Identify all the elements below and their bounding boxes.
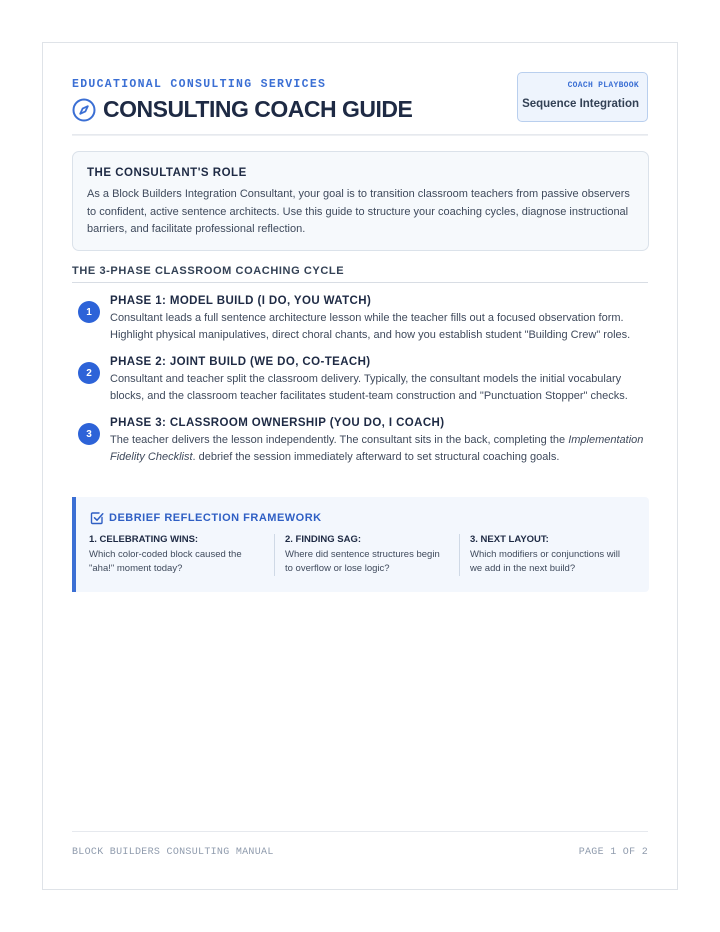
page-title: CONSULTING COACH GUIDE (103, 96, 413, 122)
checkbox-icon (90, 511, 104, 525)
phase-text-end: . debrief the session immediately afterward to set structural coaching goals. (192, 451, 560, 463)
debrief-column-text: Which color-coded block caused the "aha!" moment today? (89, 549, 242, 574)
role-title: THE CONSULTANT'S ROLE (87, 167, 247, 179)
cycle-section-divider (72, 282, 648, 283)
coach-playbook-badge (517, 72, 648, 122)
phase-text-start: The teacher delivers the lesson independently. The consultant sits in the back, completing the (110, 434, 569, 446)
debrief-columns (89, 534, 646, 576)
consultant-role-box (72, 151, 649, 251)
header-divider (72, 134, 648, 136)
debrief-title: DEBRIEF REFLECTION FRAMEWORK (109, 512, 322, 524)
compass-icon (72, 98, 96, 122)
debrief-column-next (459, 534, 644, 576)
debrief-column-title: 3. NEXT LAYOUT: (470, 534, 549, 545)
phase-title: PHASE 1: MODEL BUILD (I DO, YOU WATCH) (110, 295, 372, 307)
debrief-header (90, 511, 322, 525)
role-text: As a Block Builders Integration Consultant, your goal is to transition classroom teachers from passive observers to confident, active sentence architects. Use this guide to structure your coaching cycles, diagnose instructional barriers, and facilitate professional reflection. (87, 188, 630, 235)
page-number: PAGE 1 OF 2 (578, 847, 648, 858)
cycle-section-title: THE 3-PHASE CLASSROOM COACHING CYCLE (72, 265, 345, 277)
checklist-title: Implementation Fidelity Checklist (110, 434, 644, 463)
phase-body (110, 295, 655, 344)
phase-text (110, 432, 655, 466)
debrief-column-title: 2. FINDING SAG: (285, 534, 362, 545)
phase-title: PHASE 3: CLASSROOM OWNERSHIP (YOU DO, I COACH) (110, 417, 445, 429)
header-kicker: EDUCATIONAL CONSULTING SERVICES (72, 78, 327, 91)
phase-number-badge: 1 (78, 301, 100, 323)
debrief-column-text: Which modifiers or conjunctions will we add in the next build? (470, 549, 620, 574)
debrief-column-text: Where did sentence structures begin to overflow or lose logic? (285, 549, 440, 574)
debrief-column-sag (274, 534, 459, 576)
phase-body (110, 417, 655, 466)
debrief-column-wins (89, 534, 274, 576)
debrief-framework-box (72, 497, 649, 592)
phase-text: Consultant leads a full sentence architecture lesson while the teacher fills out a focused observation form. Highlight physical manipulatives, direct choral chants, and how you establish student "Building Crew" roles. (110, 312, 631, 341)
phase-number-badge: 3 (78, 423, 100, 445)
phase-text: Consultant and teacher split the classroom delivery. Typically, the consultant models the initial vocabulary blocks, and the classroom teacher facilitates student-team construction and "Punctuation Stopper" checks. (110, 373, 628, 402)
phase-title: PHASE 2: JOINT BUILD (WE DO, CO-TEACH) (110, 356, 371, 368)
phase-number-badge: 2 (78, 362, 100, 384)
footer-manual-title: BLOCK BUILDERS CONSULTING MANUAL (72, 847, 274, 858)
badge-label: COACH PLAYBOOK (567, 81, 639, 90)
badge-value: Sequence Integration (522, 98, 639, 110)
footer-divider (72, 831, 648, 832)
title-row (72, 96, 412, 123)
debrief-column-title: 1. CELEBRATING WINS: (89, 534, 199, 545)
phase-body (110, 356, 655, 405)
document-page (42, 42, 678, 890)
